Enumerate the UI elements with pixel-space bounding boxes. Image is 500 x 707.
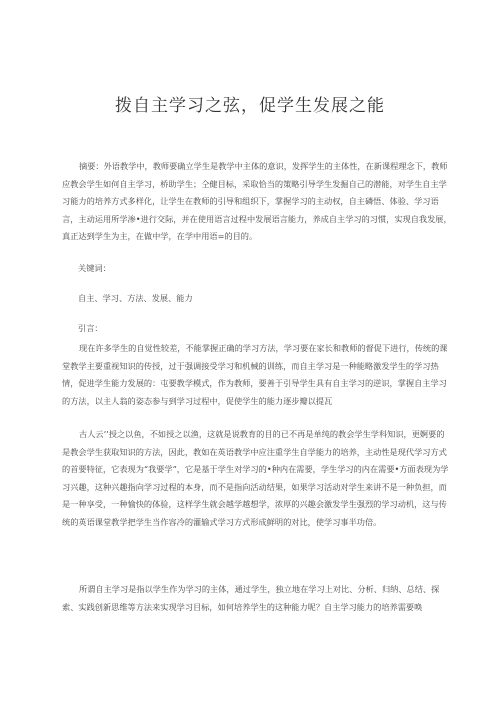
keywords-text: 自主、学习、方法、发展、能力: [78, 293, 193, 303]
document-title: 拨自主学习之弦，促学生发展之能: [115, 96, 385, 116]
body-paragraph-2: 古人云’’授之以鱼，不如授之以渔，这就是说教育的目的已不再是单纯的教会学生学科知识，更婀要的是教会学生获取知识的方法，因此，教如在英语教学中应注重学生自学能力的培养，主动性是现代学习方式的首要特征，它表现为“我要学”，它是基于学生对学习的•种内在需要，学生学习的内在需要•方面表现为学习兴趣，这种兴趣指向学习过程的本身，而不是指向活动结果，如果学习活动对学生来讲不是一种负担，而是一种享受，一种愉快的体验，这样学生就会越学越想学，浓厚的兴趣会激发学生强烈的学习动机，这与传统的英语课堂教学把学生当作容冷的灌输式学习方式形成鲜明的对比，使学习事半功倍。: [62, 429, 449, 527]
abstract-paragraph: 摘要：外语教学中，教师要确立学生是教学中主体的意识，发挥学生的主体性，在新课程理念下，教师应教会学生如何自主学习，桥助学生；仝健目标，采取恰当的策略引导学生发掘自己的潜能，对学生自主学习能力的培养方式多样化，让学生在教师的引导和组织下，掌握学习的主动权，自主磷悟、体验、学习语言，主动运用所学渗•进行交际，并在使用语言过程中发展语言能力，养成自主学习的习惯，实现自我发展，真正达到学生为主，在做中学，在学中用语=的目的。: [62, 161, 452, 241]
body-paragraph-3: 所谓自主学习是指以学生作为学习的主体，通过学生，独立地在学习上对比、分析、归纳、总结、探索、实践创新思维等方法来实现学习目标，如何培养学生的这种能力呢？自主学习能力的培养需要唤: [62, 584, 440, 612]
body-paragraph-1: 现在许多学生的自觉性较差，不能掌握正确的学习方法，学习要在家长和教师的督促下进行，传统的课堂教学主要重视知识的传授，过于强调接受学习和机械的训练，而自主学习是一种能略激发学生的学习热情，促进学生能力发展的：屯要教学模式，作为教师，要善于引导学生具有自主学习的逆识，掌握自主学习的方法，以主人翁的姿态参与到学习过程中，促使学生的能力逐步瓣以提瓦: [62, 343, 448, 406]
intro-label: 引言：: [78, 323, 103, 333]
keywords-label: 关键词：: [78, 263, 111, 273]
